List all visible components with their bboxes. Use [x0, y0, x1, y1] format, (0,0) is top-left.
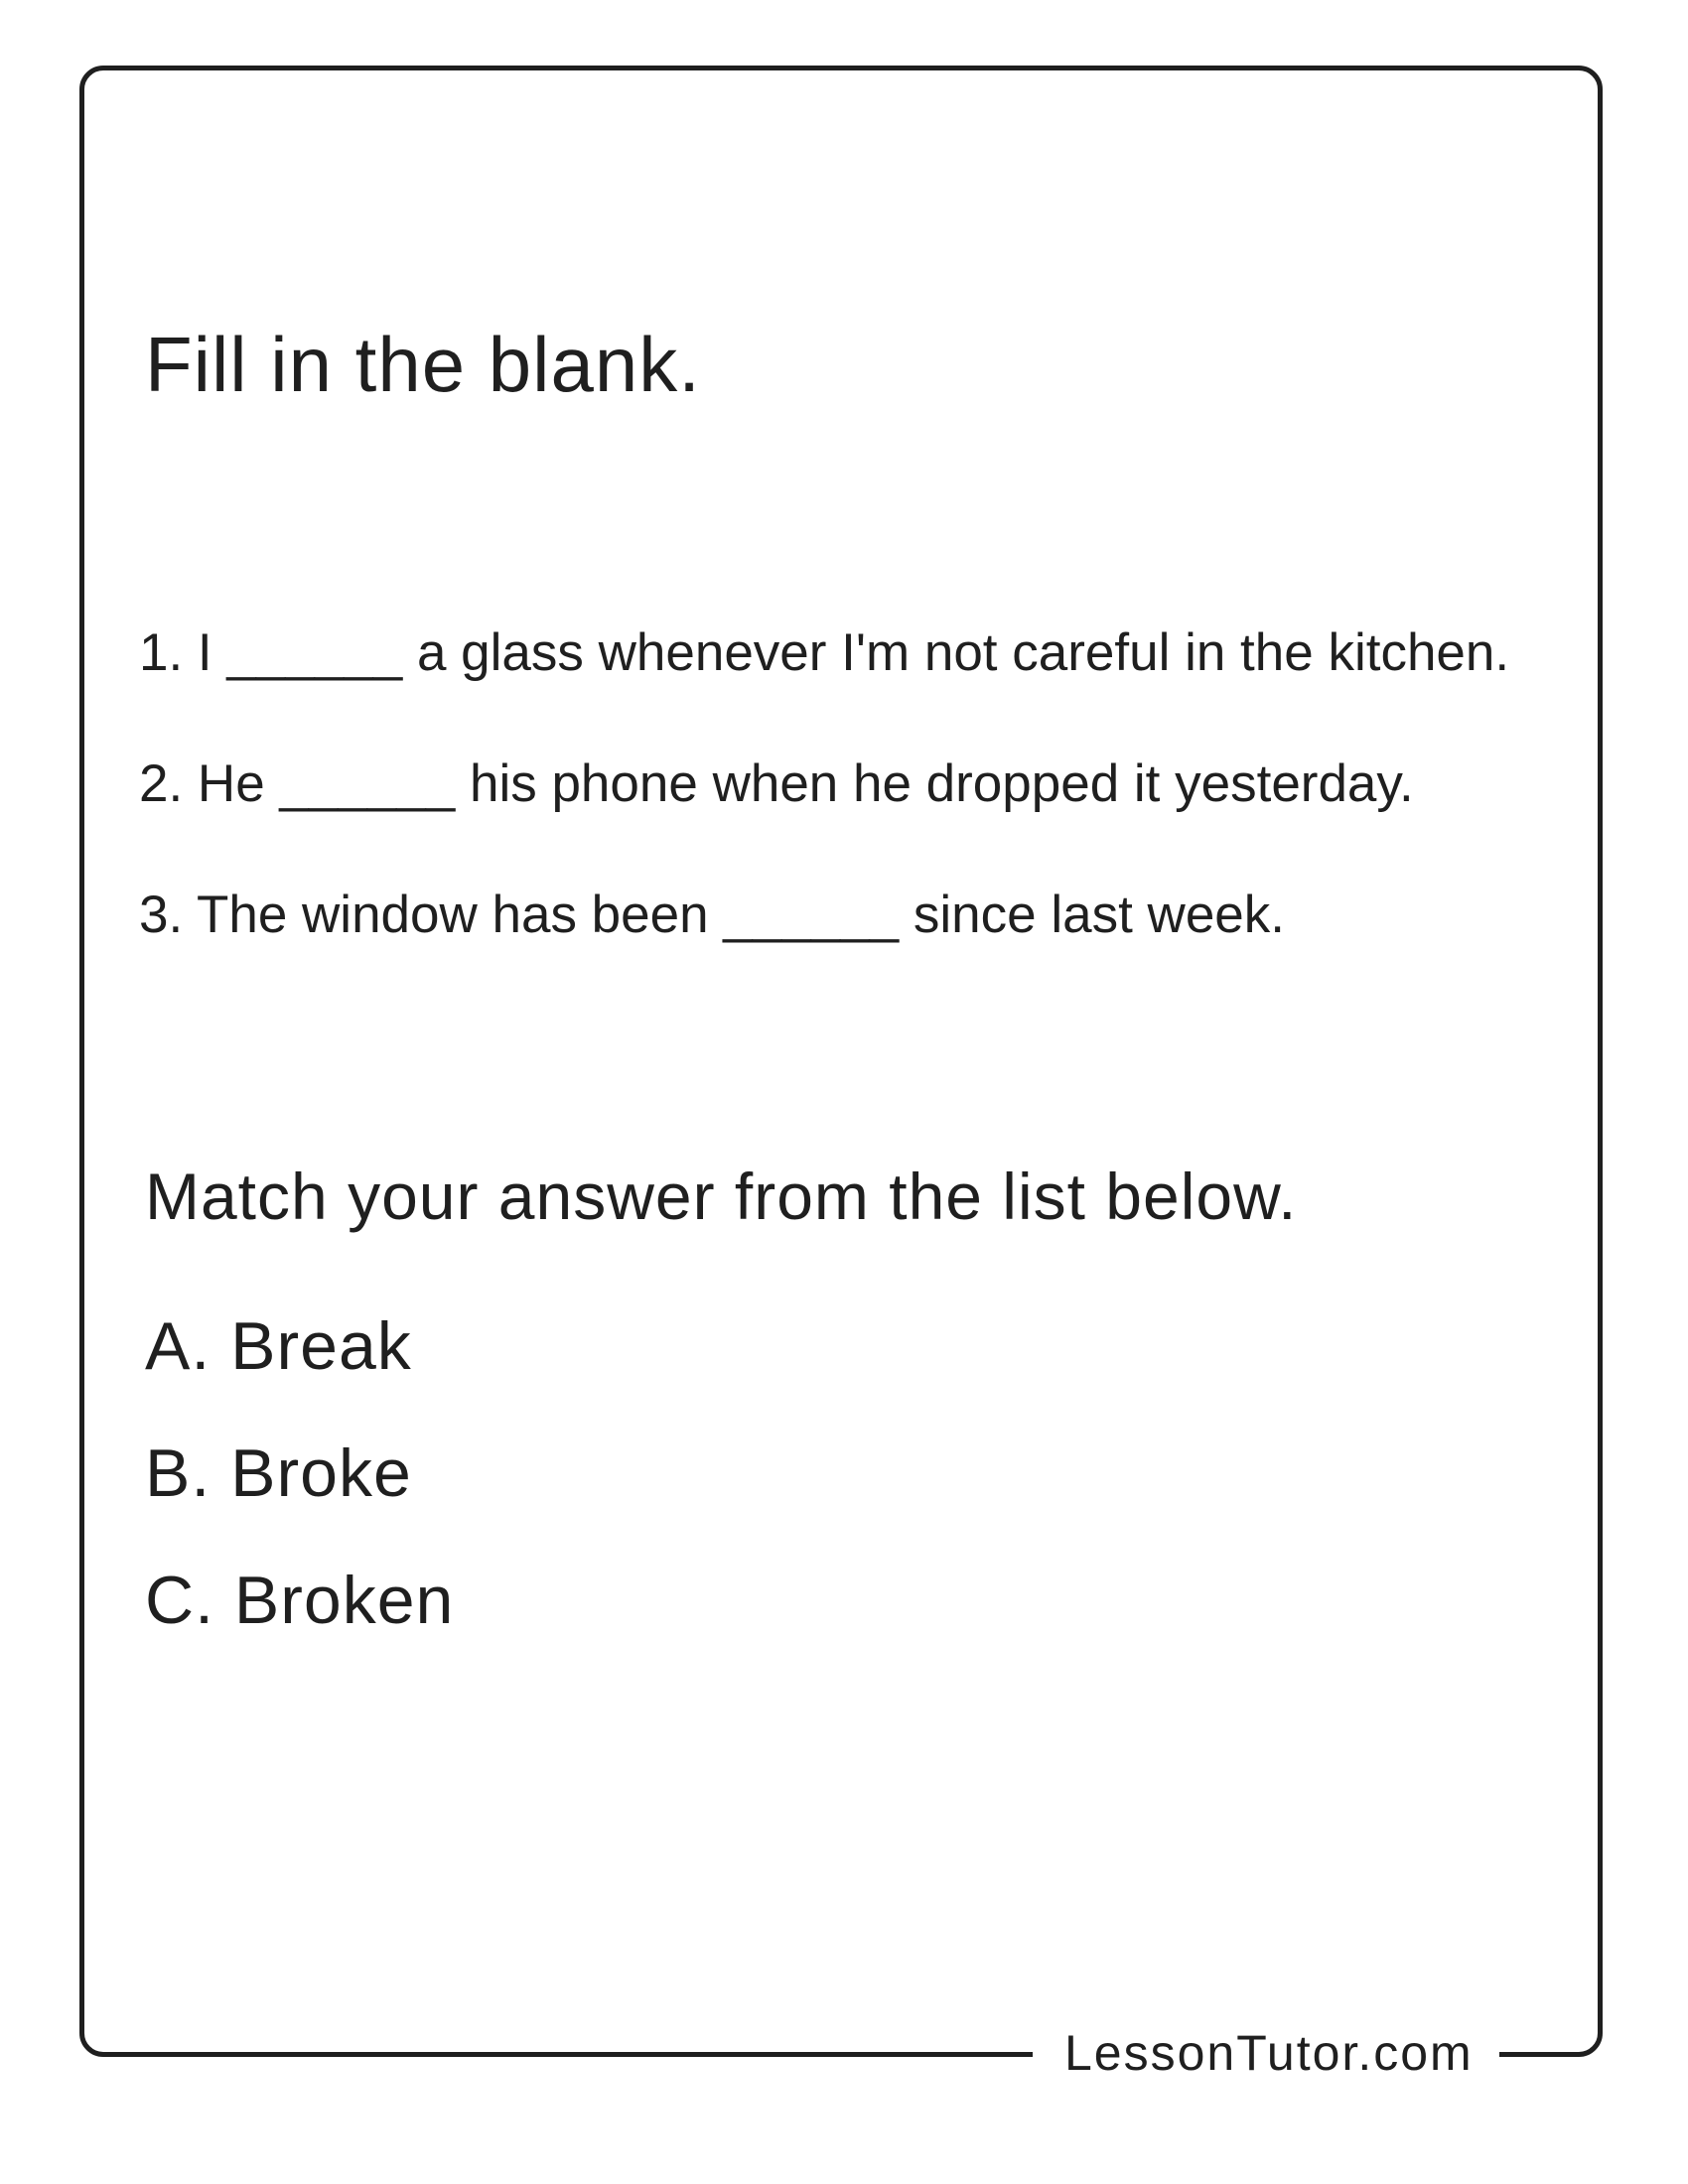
footer-site-name: LessonTutor.com [1064, 2025, 1474, 2081]
answer-option-c: C. Broken [145, 1563, 455, 1638]
answer-option-a: A. Break [145, 1308, 412, 1384]
question-2: 2. He ______ his phone when he dropped it yesterday. [139, 754, 1414, 813]
match-instruction: Match your answer from the list below. [145, 1160, 1298, 1233]
question-1: 1. I ______ a glass whenever I'm not careful in the kitchen. [139, 623, 1510, 682]
question-3: 3. The window has been ______ since last week. [139, 886, 1285, 944]
worksheet-title: Fill in the blank. [145, 321, 701, 408]
answer-option-b: B. Broke [145, 1435, 412, 1511]
